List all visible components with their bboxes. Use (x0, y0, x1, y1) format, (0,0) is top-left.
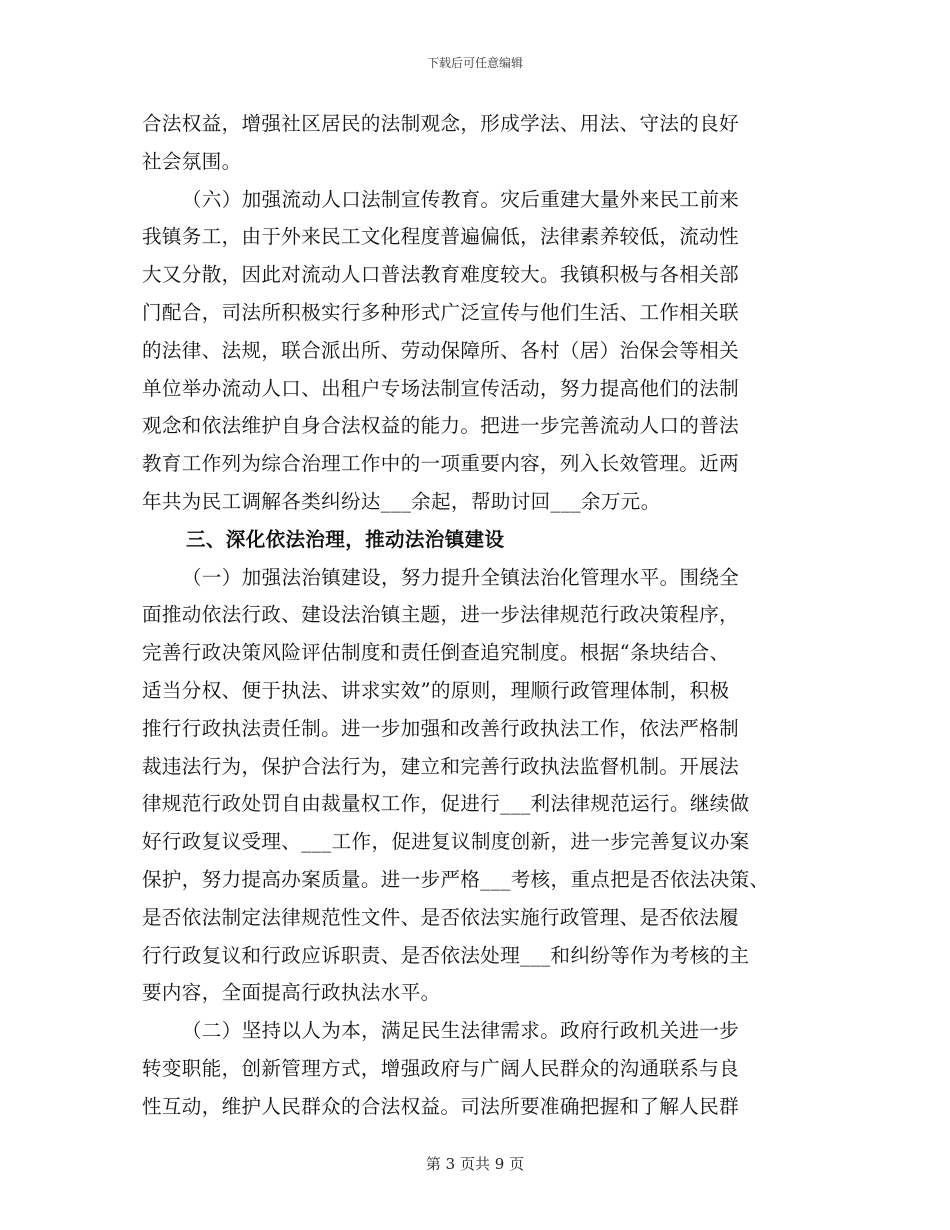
text-line: 合法权益，增强社区居民的法制观念，形成学法、用法、守法的良好 (142, 112, 740, 135)
text-line: 的法律、法规，联合派出所、劳动保障所、各村（居）治保会等相关 (142, 338, 740, 362)
text-line: 年共为民工调解各类纠纷达___余起，帮助讨回___余万元。 (142, 489, 661, 513)
text-line: 大又分散，因此对流动人口普法教育难度较大。我镇积极与各相关部 (142, 263, 740, 287)
text-line: 是否依法制定法律规范性文件、是否依法实施行政管理、是否依法履 (142, 905, 740, 929)
text-line: 完善行政决策风险评估制度和责任倒查追究制度。根据“条块结合、 (142, 641, 730, 665)
paragraph-start: （二）坚持以人为本，满足民生法律需求。政府行政机关进一步 (182, 1019, 740, 1043)
text-line: 我镇务工，由于外来民工文化程度普遍偏低，法律素养较低，流动性 (142, 225, 740, 249)
text-line: 性互动，维护人民群众的合法权益。司法所要准确把握和了解人民群 (142, 1094, 740, 1118)
text-line: 面推动依法行政、建设法治镇主题，进一步法律规范行政决策程序， (142, 603, 740, 627)
paragraph-start: （六）加强流动人口法制宣传教育。灾后重建大量外来民工前来 (182, 187, 740, 211)
text-line: 社会氛围。 (142, 149, 242, 173)
page-header: 下载后可任意编辑 (426, 56, 523, 70)
text-line: 行行政复议和行政应诉职责、是否依法处理___和纠纷等作为考核的主 (142, 943, 750, 967)
text-line: 律规范行政处罚自由裁量权工作，促进行___利法律规范运行。继续做 (142, 792, 750, 816)
text-line: 适当分权、便于执法、讲求实效”的原则，理顺行政管理体制，积极 (142, 678, 730, 702)
text-line: 教育工作列为综合治理工作中的一项重要内容，列入长效管理。近两 (142, 452, 740, 476)
text-line: 好行政复议受理、___工作，促进复议制度创新，进一步完善复议办案 (142, 830, 750, 854)
text-line: 单位举办流动人口、出租户专场法制宣传活动，努力提高他们的法制 (142, 376, 740, 400)
text-line: 转变职能，创新管理方式，增强政府与广阔人民群众的沟通联系与良 (142, 1056, 740, 1080)
text-line: 观念和依法维护自身合法权益的能力。把进一步完善流动人口的普法 (142, 414, 740, 438)
text-line: 要内容，全面提高行政执法水平。 (142, 981, 441, 1005)
paragraph-start: （一）加强法治镇建设，努力提升全镇法治化管理水平。围绕全 (182, 565, 740, 589)
text-line: 保护，努力提高办案质量。进一步严格___考核，重点把是否依法决策、 (142, 867, 770, 891)
text-line: 门配合，司法所积极实行多种形式广泛宣传与他们生活、工作相关联 (142, 300, 740, 324)
document-body (142, 105, 822, 1126)
section-heading: 三、深化依法治理，推动法治镇建设 (186, 527, 505, 551)
text-line: 裁违法行为，保护合法行为，建立和完善行政执法监督机制。开展法 (142, 754, 740, 778)
text-line: 推行行政执法责任制。进一步加强和改善行政执法工作，依法严格制 (142, 716, 740, 740)
page-number: 第 3 页共 9 页 (425, 1155, 525, 1173)
